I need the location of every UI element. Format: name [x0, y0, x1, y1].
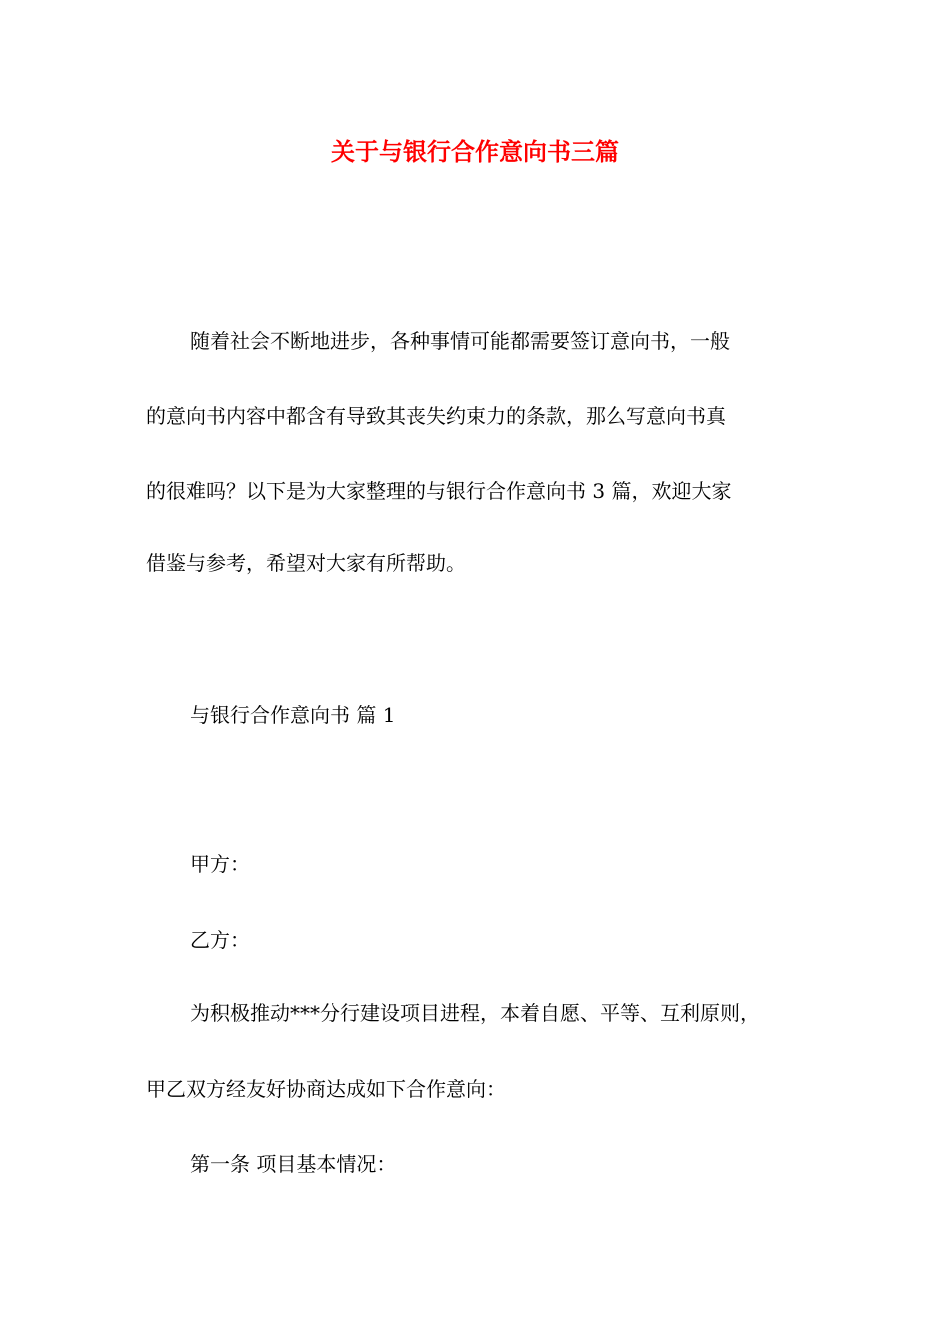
purpose-line-2: 甲乙双方经友好协商达成如下合作意向：: [146, 1077, 506, 1101]
intro-line-4: 借鉴与参考，希望对大家有所帮助。: [146, 551, 466, 575]
document-title: 关于与银行合作意向书三篇: [331, 138, 619, 166]
purpose-line-1: 为积极推动***分行建设项目进程，本着自愿、平等、互利原则，: [190, 1001, 760, 1025]
intro-line-3: 的很难吗？以下是为大家整理的与银行合作意向书 3 篇，欢迎大家: [146, 479, 732, 503]
article-1-heading: 第一条 项目基本情况：: [190, 1152, 397, 1176]
intro-line-1: 随着社会不断地进步，各种事情可能都需要签订意向书，一般: [190, 329, 730, 353]
intro-line-2: 的意向书内容中都含有导致其丧失约束力的条款，那么写意向书真: [146, 404, 726, 428]
party-b-label: 乙方：: [190, 928, 250, 952]
party-a-label: 甲方：: [190, 852, 250, 876]
section-heading: 与银行合作意向书 篇 1: [190, 703, 396, 727]
